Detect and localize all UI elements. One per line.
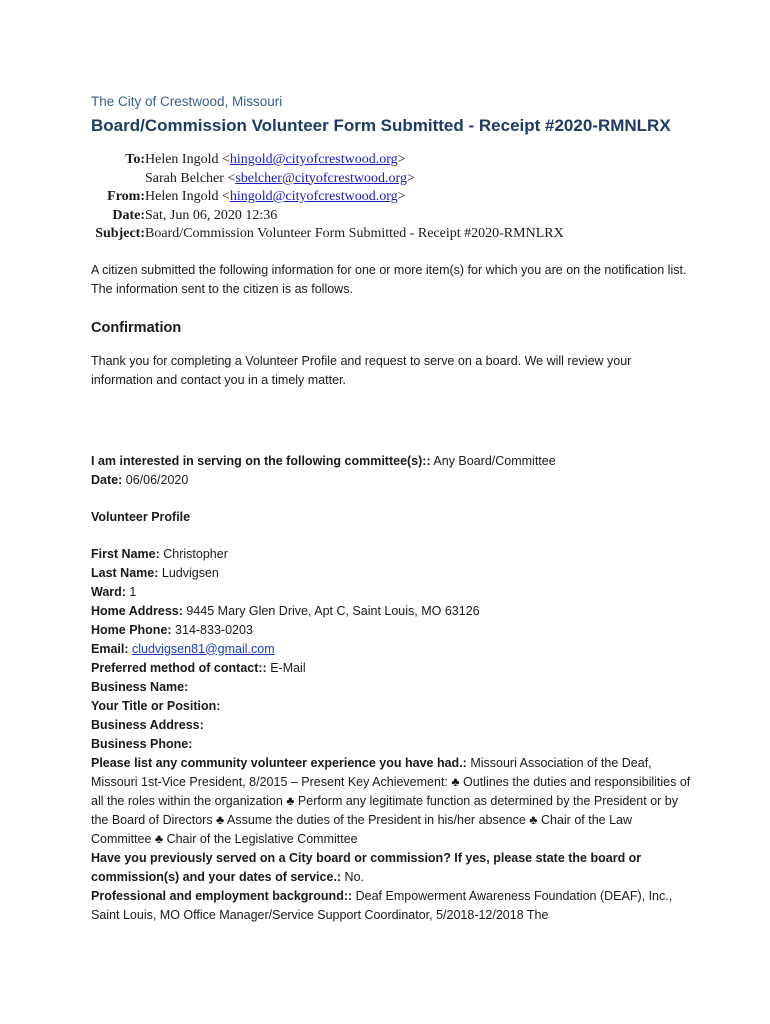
background-value: Deaf Empowerment Awareness Foundation (DEAF), Inc., Saint Louis, MO Office Manager/Service Support Coordinator, 5/2018-12/2018 The [91, 888, 673, 922]
first-name-value: Christopher [159, 546, 228, 561]
to-row-2 [91, 170, 691, 189]
experience-label: Please list any community volunteer experience you have had.: [91, 755, 467, 770]
contact-label: Preferred method of contact:: [91, 660, 267, 675]
to-value-2 [91, 170, 415, 189]
from-row [91, 188, 691, 207]
served-value: No. [341, 869, 365, 884]
email-label: Email: [91, 641, 129, 656]
title-position-label: Your Title or Position: [91, 698, 221, 713]
first-name-label: First Name: [91, 546, 160, 561]
form-fields [91, 452, 691, 925]
business-address-label: Business Address: [91, 717, 204, 732]
to-close-2: > [406, 170, 415, 186]
home-address-value: 9445 Mary Glen Drive, Apt C, Saint Louis, MO 63126 [182, 603, 480, 618]
background-paragraph [91, 887, 691, 925]
confirmation-heading: Confirmation [91, 319, 182, 336]
last-name-label: Last Name: [91, 565, 159, 580]
interested-label: I am interested in serving on the following committee(s):: [91, 453, 431, 468]
confirmation-text: Thank you for completing a Volunteer Profile and request to serve on a board. We will review your information and contact you in a timely matter. [91, 353, 632, 387]
to-name-1: Helen Ingold < [145, 152, 230, 167]
subject-label: Subject: [95, 226, 145, 241]
subject-row [91, 225, 691, 244]
date-value: Sat, Jun 06, 2020 12:36 [145, 207, 278, 223]
from-email-link[interactable]: hingold@cityofcrestwood.org [229, 189, 398, 204]
served-label: Have you previously served on a City board or commission? If yes, please state the board or commission(s) and your dates of service.: [91, 850, 642, 884]
to-value [145, 151, 406, 170]
ward-value: 1 [125, 584, 137, 599]
date-line [91, 471, 691, 490]
served-paragraph [91, 849, 691, 887]
background-label: Professional and employment background:: [91, 888, 353, 903]
ward-label: Ward: [91, 584, 126, 599]
experience-paragraph [91, 754, 691, 849]
subject-value: Board/Commission Volunteer Form Submitted - Receipt #2020-RMNLRX [145, 226, 564, 241]
from-label: From: [107, 189, 145, 204]
date-row [91, 207, 691, 226]
to-email-link-2[interactable]: sbelcher@cityofcrestwood.org [235, 170, 407, 186]
first-name-line [91, 545, 691, 564]
home-phone-line [91, 621, 691, 640]
intro-paragraph: A citizen submitted the following information for one or more item(s) for which you are on the notification list. The information sent to the citizen is as follows. [91, 262, 687, 296]
last-name-line [91, 564, 691, 583]
org-name: The City of Crestwood, Missouri [91, 94, 283, 109]
profile-heading: Volunteer Profile [91, 509, 191, 524]
form-date-label: Date: [91, 472, 123, 487]
from-close: > [397, 189, 406, 204]
page-title: Board/Commission Volunteer Form Submitted - Receipt #2020-RMNLRX [91, 116, 671, 135]
business-phone-label: Business Phone: [91, 736, 193, 751]
to-close-1: > [397, 152, 406, 167]
home-address-line [91, 602, 691, 621]
to-row [91, 151, 691, 170]
last-name-value: Ludvigsen [158, 565, 219, 580]
form-date-value: 06/06/2020 [122, 472, 189, 487]
to-email-link-1[interactable]: hingold@cityofcrestwood.org [229, 152, 398, 167]
to-name-2: Sarah Belcher < [145, 170, 236, 186]
home-phone-label: Home Phone: [91, 622, 172, 637]
from-value [145, 188, 406, 207]
contact-line [91, 659, 691, 678]
ward-line [91, 583, 691, 602]
email-line [91, 640, 691, 659]
home-phone-value: 314-833-0203 [171, 622, 253, 637]
to-label: To: [125, 152, 145, 167]
business-name-label: Business Name: [91, 679, 189, 694]
interested-line [91, 452, 691, 471]
interested-value: Any Board/Committee [430, 453, 556, 468]
experience-value: Missouri Association of the Deaf, Missouri 1st-Vice President, 8/2015 – Present Key Achievement: ♣ Outlines the duties and responsibilities of all the roles within the organization ♣ Perform any legitimate function as determined by the President or by the Board of Directors ♣ Assume the duties of the President in his/her absence ♣ Chair of the Law Committee ♣ Chair of the Legislative Committee [91, 755, 691, 846]
date-label: Date: [112, 207, 145, 223]
email-header [91, 151, 691, 244]
contact-value: E-Mail [266, 660, 306, 675]
email-link[interactable]: cludvigsen81@gmail.com [132, 641, 275, 656]
from-name: Helen Ingold < [145, 189, 230, 204]
home-address-label: Home Address: [91, 603, 183, 618]
document-page [91, 94, 691, 925]
